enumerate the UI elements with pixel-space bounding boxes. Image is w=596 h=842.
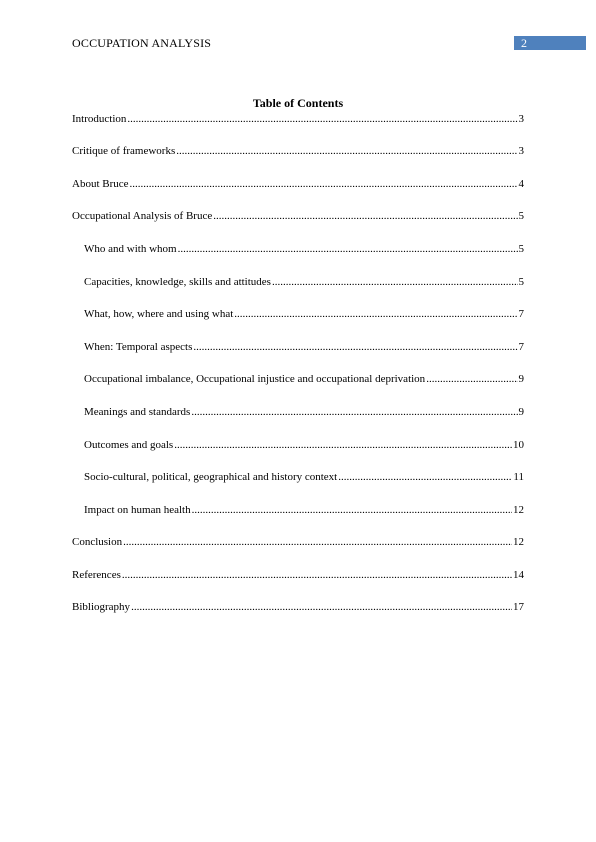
toc-entry-label: Capacities, knowledge, skills and attitudes bbox=[84, 276, 271, 288]
toc-entry-label: Conclusion bbox=[72, 536, 123, 548]
toc-entry-label: Impact on human health bbox=[84, 504, 191, 516]
toc-entry-what-how-where[interactable] bbox=[84, 308, 524, 321]
toc-entry-introduction[interactable] bbox=[72, 113, 524, 126]
toc-entry-page: 7 bbox=[518, 308, 524, 320]
toc-entry-capacities[interactable] bbox=[84, 276, 524, 289]
toc-entry-page: 12 bbox=[513, 504, 524, 516]
toc-entry-label: What, how, where and using what bbox=[84, 308, 234, 320]
toc-dot-leader bbox=[193, 341, 517, 354]
toc-dot-leader bbox=[234, 308, 517, 321]
toc-entry-page: 7 bbox=[518, 341, 524, 353]
toc-entry-temporal-aspects[interactable] bbox=[84, 341, 524, 354]
toc-entry-label: Bibliography bbox=[72, 601, 131, 613]
toc-entry-label: Occupational imbalance, Occupational injustice and occupational deprivation bbox=[84, 373, 426, 385]
toc-entry-label: Outcomes and goals bbox=[84, 439, 174, 451]
toc-entry-references[interactable] bbox=[72, 569, 524, 582]
toc-entry-label: Critique of frameworks bbox=[72, 145, 176, 157]
toc-entry-page: 17 bbox=[513, 601, 524, 613]
toc-entry-page: 10 bbox=[513, 439, 524, 451]
toc-dot-leader bbox=[131, 601, 512, 614]
toc-entry-bibliography[interactable] bbox=[72, 601, 524, 614]
toc-entry-page: 5 bbox=[518, 210, 524, 222]
toc-entry-page: 12 bbox=[513, 536, 524, 548]
toc-dot-leader bbox=[176, 145, 517, 158]
toc-dot-leader bbox=[178, 243, 518, 256]
toc-entry-label: Occupational Analysis of Bruce bbox=[72, 210, 213, 222]
toc-entry-label: When: Temporal aspects bbox=[84, 341, 193, 353]
toc-dot-leader bbox=[192, 504, 512, 517]
toc-entry-label: Introduction bbox=[72, 113, 127, 125]
toc-entry-who-and-with-whom[interactable] bbox=[84, 243, 524, 256]
toc-entry-conclusion[interactable] bbox=[72, 536, 524, 549]
toc-entry-meanings-and-standards[interactable] bbox=[84, 406, 524, 419]
toc-entry-outcomes-and-goals[interactable] bbox=[84, 439, 524, 452]
toc-dot-leader bbox=[213, 210, 517, 223]
toc-dot-leader bbox=[174, 439, 512, 452]
toc-entry-page: 3 bbox=[518, 113, 524, 125]
toc-entry-page: 5 bbox=[518, 276, 524, 288]
page-number-badge: 2 bbox=[514, 36, 586, 50]
toc-entry-label: Who and with whom bbox=[84, 243, 177, 255]
toc-entry-page: 3 bbox=[518, 145, 524, 157]
toc-entry-page: 9 bbox=[518, 373, 524, 385]
toc-dot-leader bbox=[127, 113, 517, 126]
toc-dot-leader bbox=[426, 373, 517, 386]
toc-entry-label: Meanings and standards bbox=[84, 406, 191, 418]
toc-entry-critique-of-frameworks[interactable] bbox=[72, 145, 524, 158]
toc-dot-leader bbox=[123, 536, 512, 549]
toc-entry-page: 14 bbox=[513, 569, 524, 581]
toc-entry-label: About Bruce bbox=[72, 178, 129, 190]
toc-entry-about-bruce[interactable] bbox=[72, 178, 524, 191]
toc-dot-leader bbox=[130, 178, 518, 191]
header-title: OCCUPATION ANALYSIS bbox=[72, 36, 212, 50]
toc-dot-leader bbox=[122, 569, 512, 582]
toc-entry-occupational-imbalance[interactable] bbox=[84, 373, 524, 386]
toc-entry-page: 4 bbox=[518, 178, 524, 190]
toc-entry-label: Socio-cultural, political, geographical and history context bbox=[84, 471, 338, 483]
toc-entry-occupational-analysis[interactable] bbox=[72, 210, 524, 223]
toc-dot-leader bbox=[191, 406, 517, 419]
toc-entry-page: 9 bbox=[518, 406, 524, 418]
toc-heading: Table of Contents bbox=[252, 96, 344, 110]
toc-entry-page: 11 bbox=[513, 471, 524, 483]
toc-entry-label: References bbox=[72, 569, 121, 581]
toc-dot-leader bbox=[272, 276, 518, 289]
toc-dot-leader bbox=[338, 471, 512, 484]
toc-entry-page: 5 bbox=[518, 243, 524, 255]
toc-entry-impact-on-human-health[interactable] bbox=[84, 504, 524, 517]
toc-entry-socio-cultural-context[interactable] bbox=[84, 471, 524, 484]
